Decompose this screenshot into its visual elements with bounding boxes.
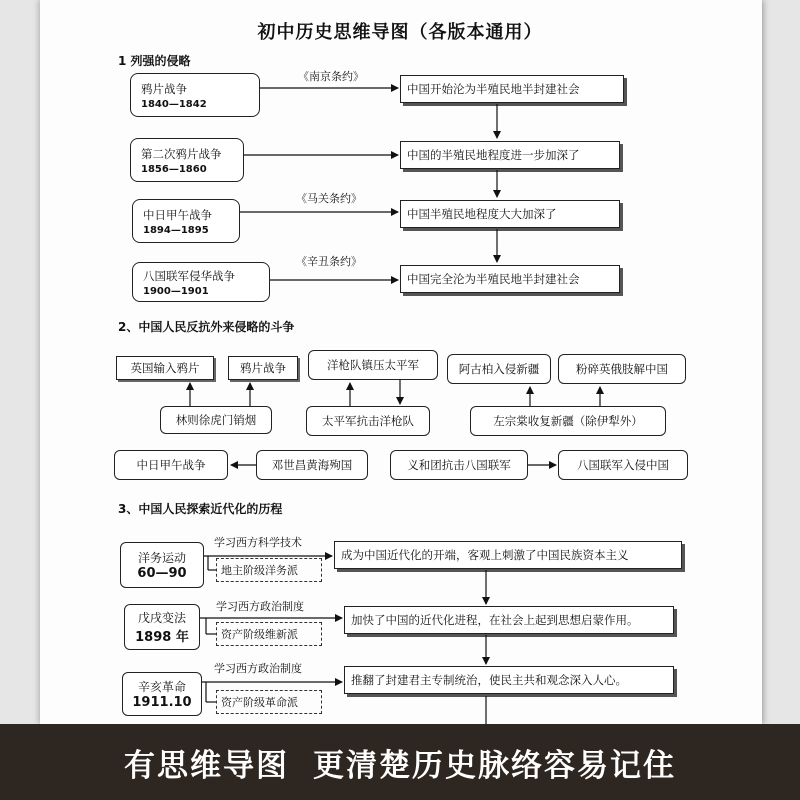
movement-time: 1911.10 bbox=[132, 695, 192, 710]
treaty-shimonoseki: 《马关条约》 bbox=[296, 192, 362, 205]
event-box: 八国联军入侵中国 bbox=[558, 450, 688, 480]
treaty-nanjing: 《南京条约》 bbox=[298, 70, 364, 83]
war-name: 中日甲午战争 bbox=[143, 207, 212, 222]
result-box: 推翻了封建君主专制统治，使民主共和观念深入人心。 bbox=[344, 666, 674, 694]
event-box: 左宗棠收复新疆（除伊犁外） bbox=[470, 406, 666, 436]
war-name: 鸦片战争 bbox=[141, 81, 187, 96]
movement-time: 1898 年 bbox=[135, 630, 189, 645]
banner-text-left: 有思维导图 bbox=[124, 747, 289, 784]
event-box: 粉碎英俄肢解中国 bbox=[558, 354, 686, 384]
event-box: 邓世昌黄海殉国 bbox=[256, 450, 368, 480]
event-box: 林则徐虎门销烟 bbox=[160, 406, 272, 434]
event-box: 中日甲午战争 bbox=[114, 450, 228, 480]
class-label: 地主阶级洋务派 bbox=[216, 558, 322, 582]
section-1-heading: 1 列强的侵略 bbox=[118, 54, 191, 68]
movement-time: 60—90 bbox=[137, 566, 187, 581]
class-label: 资产阶级革命派 bbox=[216, 690, 322, 714]
war-years: 1840—1842 bbox=[141, 98, 207, 110]
event-box: 洋枪队镇压太平军 bbox=[308, 350, 438, 380]
war-years: 1894—1895 bbox=[143, 224, 209, 236]
page-title: 初中历史思维导图（各版本通用） bbox=[257, 22, 543, 43]
war-name: 第二次鸦片战争 bbox=[141, 146, 222, 161]
result-box: 加快了中国的近代化进程，在社会上起到思想启蒙作用。 bbox=[344, 606, 674, 634]
movement-name: 戊戌变法 bbox=[137, 611, 186, 625]
war-years: 1900—1901 bbox=[143, 285, 209, 297]
result-box: 成为中国近代化的开端，客观上刺激了中国民族资本主义 bbox=[334, 541, 682, 569]
movement-name: 辛亥革命 bbox=[137, 680, 186, 694]
section-3-heading: 3、中国人民探索近代化的历程 bbox=[118, 502, 283, 516]
learn-label: 学习西方政治制度 bbox=[214, 662, 302, 675]
war-name: 八国联军侵华战争 bbox=[143, 268, 235, 283]
learn-label: 学习西方政治制度 bbox=[216, 600, 304, 613]
banner-text-right: 更清楚历史脉络容易记住 bbox=[313, 747, 676, 784]
event-box: 鸦片战争 bbox=[228, 356, 298, 380]
event-box: 太平军抗击洋枪队 bbox=[306, 406, 430, 436]
learn-label: 学习西方科学技术 bbox=[214, 536, 302, 549]
result-box: 中国开始沦为半殖民地半封建社会 bbox=[400, 75, 624, 103]
treaty-xinchou: 《辛丑条约》 bbox=[296, 255, 362, 268]
result-box: 中国半殖民地程度大大加深了 bbox=[400, 200, 620, 228]
war-years: 1856—1860 bbox=[141, 163, 207, 175]
section-2-heading: 2、中国人民反抗外来侵略的斗争 bbox=[118, 320, 295, 334]
movement-name: 洋务运动 bbox=[137, 551, 186, 565]
promo-banner bbox=[0, 724, 800, 800]
event-box: 英国输入鸦片 bbox=[116, 356, 214, 380]
result-box: 中国完全沦为半殖民地半封建社会 bbox=[400, 265, 620, 293]
event-box: 义和团抗击八国联军 bbox=[390, 450, 528, 480]
event-box: 阿古柏入侵新疆 bbox=[447, 354, 551, 384]
result-box: 中国的半殖民地程度进一步加深了 bbox=[400, 141, 620, 169]
class-label: 资产阶级维新派 bbox=[216, 622, 322, 646]
